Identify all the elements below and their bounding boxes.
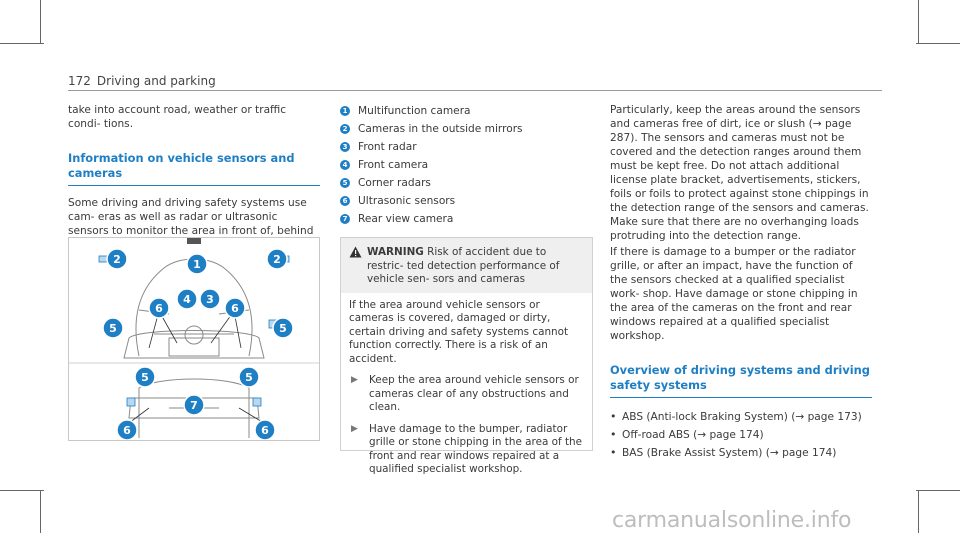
legend-label: Multifunction camera (358, 105, 471, 117)
crop-mark (916, 43, 960, 44)
callout-5-rear-right (239, 367, 259, 387)
warning-step-text: Keep the area around vehicle sensors or cameras clear of any obstructions and clean. (369, 374, 579, 413)
list-item-text: ABS (Anti-lock Braking System) (→ page 173) (622, 411, 862, 423)
list-item-text: Off-road ABS (→ page 174) (622, 429, 764, 441)
page-number: 172 (68, 74, 91, 88)
crop-mark (918, 0, 919, 44)
list-item-text: BAS (Brake Assist System) (→ page 174) (622, 447, 837, 459)
legend-item (340, 138, 593, 156)
svg-text:3: 3 (206, 293, 214, 306)
list-item (610, 408, 872, 426)
svg-text:6: 6 (261, 424, 269, 437)
section-heading: Overview of driving systems and driving safety systems (610, 363, 872, 398)
warning-triangle-icon (349, 246, 367, 287)
watermark: carmanualsonline.info (612, 508, 852, 533)
callout-2-left (107, 249, 127, 269)
callout-6-rear-right (255, 420, 275, 440)
bullet-list (610, 408, 872, 462)
legend-number: 5 (340, 178, 350, 188)
body-text: If there is damage to a bumper or the radiator grille, or after an impact, have the function of the sensors checked at a qualified specialist work- shop. Have damage or stone chipping in the area of the cameras on the front and rear windows repaired at a qualified specialist workshop. (610, 246, 858, 342)
list-item (610, 444, 872, 462)
bullet-icon: • (610, 410, 617, 423)
svg-text:7: 7 (190, 399, 198, 412)
callout-5-left (103, 318, 123, 338)
legend-label: Corner radars (358, 177, 431, 189)
svg-text:1: 1 (193, 258, 201, 271)
bullet-icon: • (610, 446, 617, 459)
crop-mark (916, 490, 960, 491)
crop-mark (40, 0, 41, 44)
callout-6-rear-left (117, 420, 137, 440)
arrow-right-icon: ▶ (351, 375, 358, 385)
legend-number: 3 (340, 142, 350, 152)
legend-label: Front radar (358, 141, 417, 153)
legend-item (340, 120, 593, 138)
callout-6-left (149, 298, 169, 318)
callout-5-right (273, 318, 293, 338)
legend-number: 7 (340, 214, 350, 224)
warning-text: If the area around vehicle sensors or cameras is covered, damaged or dirty, certain driving and safety systems cannot function correctly. There is a risk of an accident. (349, 298, 569, 365)
svg-text:4: 4 (183, 293, 191, 306)
legend-label: Ultrasonic sensors (358, 195, 456, 207)
vehicle-illustration (69, 238, 319, 440)
warning-title (367, 246, 584, 287)
vehicle-sensor-figure (68, 237, 320, 441)
header-rule (68, 90, 882, 91)
legend-item (340, 210, 593, 228)
body-text: Some driving and driving safety systems use cam- eras as well as radar or ultrasonic sensors to monitor the area in front of, behind (68, 197, 314, 237)
column-right (610, 103, 872, 462)
crop-mark (40, 490, 41, 533)
arrow-right-icon: ▶ (351, 423, 358, 434)
svg-text:5: 5 (245, 371, 253, 384)
legend-number: 2 (340, 124, 350, 134)
svg-text:6: 6 (231, 302, 239, 315)
callout-1 (187, 254, 207, 274)
warning-step-text: Have damage to the bumper, radiator grille or stone chipping in the area of the front and rear windows repaired at a qualified specialist workshop. (369, 422, 583, 475)
warning-label: WARNING (367, 246, 424, 258)
warning-title-text: Risk of accident due to restric- ted detection performance of vehicle sen- sors and cameras (367, 246, 560, 285)
callout-2-right (267, 249, 287, 269)
legend-item (340, 102, 593, 120)
callout-7 (184, 395, 204, 415)
legend-item (340, 192, 593, 210)
legend-item (340, 156, 593, 174)
svg-text:5: 5 (141, 371, 149, 384)
svg-text:5: 5 (109, 322, 117, 335)
crop-mark (0, 490, 44, 491)
page-header (68, 74, 216, 88)
warning-body (341, 293, 592, 477)
legend-item (340, 174, 593, 192)
callout-4 (177, 289, 197, 309)
svg-text:5: 5 (279, 322, 287, 335)
warning-box (340, 237, 593, 475)
svg-text:6: 6 (123, 424, 131, 437)
svg-text:6: 6 (155, 302, 163, 315)
body-text: Particularly, keep the areas around the sensors and cameras free of dirt, ice or slush (→ page 287). The sensors and cameras must not be covered and the detection ranges around them must be kept free. Do not attach additional license plate bracket, advertisements, stickers, foils or foils to protect against stone chippings in the detection range of the sensors and cameras. Make sure that there are no overhanging loads protruding into the detection range. (610, 104, 869, 242)
callout-5-rear-left (135, 367, 155, 387)
legend-label: Rear view camera (358, 213, 454, 225)
svg-text:2: 2 (113, 253, 121, 266)
list-item (610, 426, 872, 444)
legend-number: 1 (340, 106, 350, 116)
legend-number: 6 (340, 196, 350, 206)
callout-3 (200, 289, 220, 309)
legend-label: Cameras in the outside mirrors (358, 123, 523, 135)
legend-number: 4 (340, 160, 350, 170)
crop-mark (918, 490, 919, 533)
callout-6-right (225, 298, 245, 318)
warning-header (341, 238, 592, 293)
legend-label: Front camera (358, 159, 429, 171)
warning-step (349, 423, 584, 477)
section-heading: Information on vehicle sensors and cameras (68, 151, 320, 186)
warning-step (349, 374, 584, 415)
intro-text: take into account road, weather or traffic condi- tions. (68, 104, 287, 130)
figure-legend (340, 102, 593, 228)
crop-mark (0, 43, 44, 44)
section-title: Driving and parking (96, 74, 216, 88)
column-left (68, 103, 320, 252)
svg-text:2: 2 (273, 253, 281, 266)
bullet-icon: • (610, 428, 617, 441)
